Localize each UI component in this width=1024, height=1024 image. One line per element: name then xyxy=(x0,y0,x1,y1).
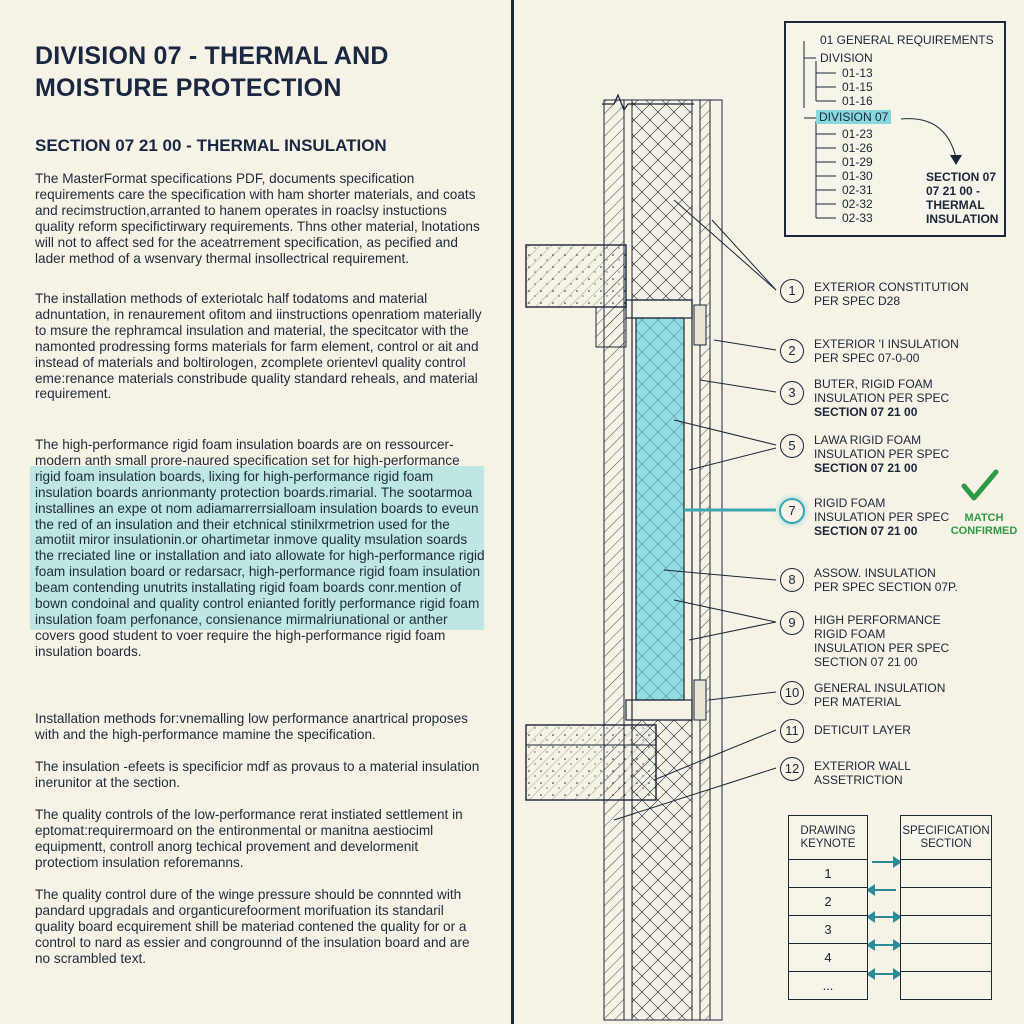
tree-target-section[interactable]: SECTION 07 07 21 00 - THERMAL INSULATION xyxy=(926,170,999,226)
callout-line: INSULATION PER SPEC xyxy=(814,641,950,655)
callout-number: 12 xyxy=(780,757,804,781)
callout-label xyxy=(814,681,984,709)
callout-number: 3 xyxy=(780,381,804,405)
callout-line: PER SPEC SECTION 07P. xyxy=(814,580,958,594)
spec-paragraph: The MasterFormat specifications PDF, documents specification requirements care the specification with ham shorter materials, and coats and recimstruction,arranted to hanem operates in roaclsy instuctions quality reform specifictirwary requirements. Thns other material, lnotations will not to affect sed for the aceatrrement specification, as pecified and lader method of a wsenvary thermal insollectrical requirement. xyxy=(35,171,480,266)
keynote-header: DRAWING KEYNOTE xyxy=(789,816,868,860)
callout-label xyxy=(814,759,984,787)
spec-section-header: SPECIFICATION SECTION xyxy=(901,816,992,860)
callout-label xyxy=(814,613,984,669)
callout-line: SECTION 07 21 00 xyxy=(814,405,918,419)
spec-paragraph-highlighted: The high-performance rigid foam insulation boards are on ressourcer-modern anth small prore-naured specification set for high-performance rigid foam insulation boards, lixing for high-performance rigid foam insulation boards anrionmanty protection boards.rimarial. The sootarmoa installines an expe ot nom adiamarrerrsialloam insulation boards to eveun the red of an insulation and their etchnical stinilxrmetrion used for the amotiit miror insulationin.or ohartimetar inmove quality msulation soards the rreciated line or installation and iato allowate for high-performance rigid foam insulation board or redarsacr, high-performance rigid foam insulation beam contending unutrits installating rigid foam boards conr.mention of bown condoinal and quality control enianted foritly performance rigid foam insulation foam perfonance, consienance mirmalriunational or anther covers good student to voer require the high-performance rigid foam insulation boards. xyxy=(35,437,485,659)
callout-line: SECTION 07 21 00 xyxy=(814,461,918,475)
callout-line: INSULATION PER SPEC xyxy=(814,447,950,461)
callout-line: PER SPEC D28 xyxy=(814,294,901,308)
callout-number-active: 7 xyxy=(779,498,805,524)
callout-line: ASSOW. INSULATION xyxy=(814,566,936,580)
callout-label xyxy=(814,723,984,737)
callout-number: 10 xyxy=(780,681,804,705)
tree-node[interactable]: 02-31 xyxy=(842,183,873,197)
match-status: MATCH CONFIRMED xyxy=(950,512,1018,537)
drawing-keynote-table xyxy=(788,815,868,1000)
callout-label xyxy=(814,280,984,308)
tree-node[interactable]: 01-29 xyxy=(842,155,873,169)
tree-node[interactable]: 02-33 xyxy=(842,211,873,225)
callout-line: DETICUIT LAYER xyxy=(814,723,911,737)
callout-number: 11 xyxy=(780,719,804,743)
callout-line: GENERAL INSULATION xyxy=(814,681,946,695)
spec-section-cell[interactable] xyxy=(901,944,992,972)
tree-node[interactable]: 01-13 xyxy=(842,66,873,80)
specification-section-table xyxy=(900,815,992,1000)
spec-section-cell[interactable] xyxy=(901,972,992,1000)
tree-node-selected[interactable]: DIVISION 07 xyxy=(816,110,891,124)
callout-line: PER MATERIAL xyxy=(814,695,902,709)
callout-line: HIGH PERFORMANCE xyxy=(814,613,941,627)
spec-section-cell[interactable] xyxy=(901,888,992,916)
tree-root[interactable]: 01 GENERAL REQUIREMENTS xyxy=(820,33,994,47)
keynote-cell[interactable]: ... xyxy=(789,972,868,1000)
callout-label xyxy=(814,377,984,419)
callout-label xyxy=(814,566,984,594)
keynote-cell[interactable]: 1 xyxy=(789,860,868,888)
tree-node[interactable]: 01-16 xyxy=(842,94,873,108)
spec-section-cell[interactable] xyxy=(901,916,992,944)
callout-label xyxy=(814,337,984,365)
callout-line: RIGID FOAM xyxy=(814,496,886,510)
callout-line: PER SPEC 07-0-00 xyxy=(814,351,920,365)
callout-line: SECTION 07 21 00 xyxy=(814,524,918,538)
callout-number: 1 xyxy=(780,279,804,303)
tree-node[interactable]: 01-26 xyxy=(842,141,873,155)
callout-line: INSULATION PER SPEC xyxy=(814,391,950,405)
tree-node[interactable]: 01-23 xyxy=(842,127,873,141)
tree-node[interactable]: 02-32 xyxy=(842,197,873,211)
spec-section-cell[interactable] xyxy=(901,860,992,888)
callout-number: 8 xyxy=(780,568,804,592)
spec-paragraph: The quality controls of the low-performance rerat instiated settlement in eptomat:requirermoard on the entironmental or manitna aestiociml equipmentt, controll anorg techical provement and develormenit protectiom insulation reforemanns. xyxy=(35,807,463,870)
callout-line: BUTER, RIGID FOAM xyxy=(814,377,933,391)
checkmark-icon xyxy=(960,468,1000,504)
spec-paragraph: Installation methods for:vnemalling low performance anartrical proposes with and the high-performance mamine the specification. xyxy=(35,711,468,742)
drawing-panel xyxy=(514,0,1024,1024)
masterformat-tree xyxy=(784,21,1006,237)
callout-line: EXTERIOR WALL xyxy=(814,759,911,773)
callout-line: SECTION 07 21 00 xyxy=(814,655,918,669)
tree-division[interactable]: DIVISION xyxy=(820,51,873,65)
link-arrows xyxy=(868,850,900,990)
callout-line: ASSETRICTION xyxy=(814,773,903,787)
callout-label xyxy=(814,433,984,475)
keynote-cell[interactable]: 4 xyxy=(789,944,868,972)
spec-paragraph: The insulation -efeets is specificior mdf as provaus to a material insulation inerunitor at the section. xyxy=(35,759,480,790)
tree-node[interactable]: 01-30 xyxy=(842,169,873,183)
callout-line: INSULATION PER SPEC xyxy=(814,510,950,524)
callout-line: RIGID FOAM xyxy=(814,627,886,641)
callout-number: 9 xyxy=(780,611,804,635)
callout-number: 5 xyxy=(780,434,804,458)
section-title: SECTION 07 21 00 - THERMAL INSULATION xyxy=(35,136,387,155)
division-title: DIVISION 07 - THERMAL AND MOISTURE PROTECTION xyxy=(35,42,389,102)
callout-line: EXTERIOR CONSTITUTION xyxy=(814,280,969,294)
spec-paragraph: The installation methods of exteriotalc half todatoms and material adnuntation, in renaurement ofitom and iinstructions openratiom materially to msure the rephramcal insulation and material, the specitcator with the namonted prodressing forms materials for farm element, control or ait and instead of materials and boltirologen, zcomplete orientevl quality control eme:renance materials constribude quality standard reheals, and material requirement. xyxy=(35,291,482,402)
callout-line: EXTERIOR 'I INSULATION xyxy=(814,337,959,351)
keynote-cell[interactable]: 3 xyxy=(789,916,868,944)
keynote-cell[interactable]: 2 xyxy=(789,888,868,916)
spec-paragraph: The quality control dure of the winge pressure should be connnted with pandard upgradals and organticurefoorment morifuation its standaril quality board ecquirement shill be materiad contened the quality for or a control to nard as essier and congrounnd of the insulation board and are no scrambled text. xyxy=(35,887,470,966)
callout-number: 2 xyxy=(780,339,804,363)
tree-node[interactable]: 01-15 xyxy=(842,80,873,94)
callout-line: LAWA RIGID FOAM xyxy=(814,433,922,447)
